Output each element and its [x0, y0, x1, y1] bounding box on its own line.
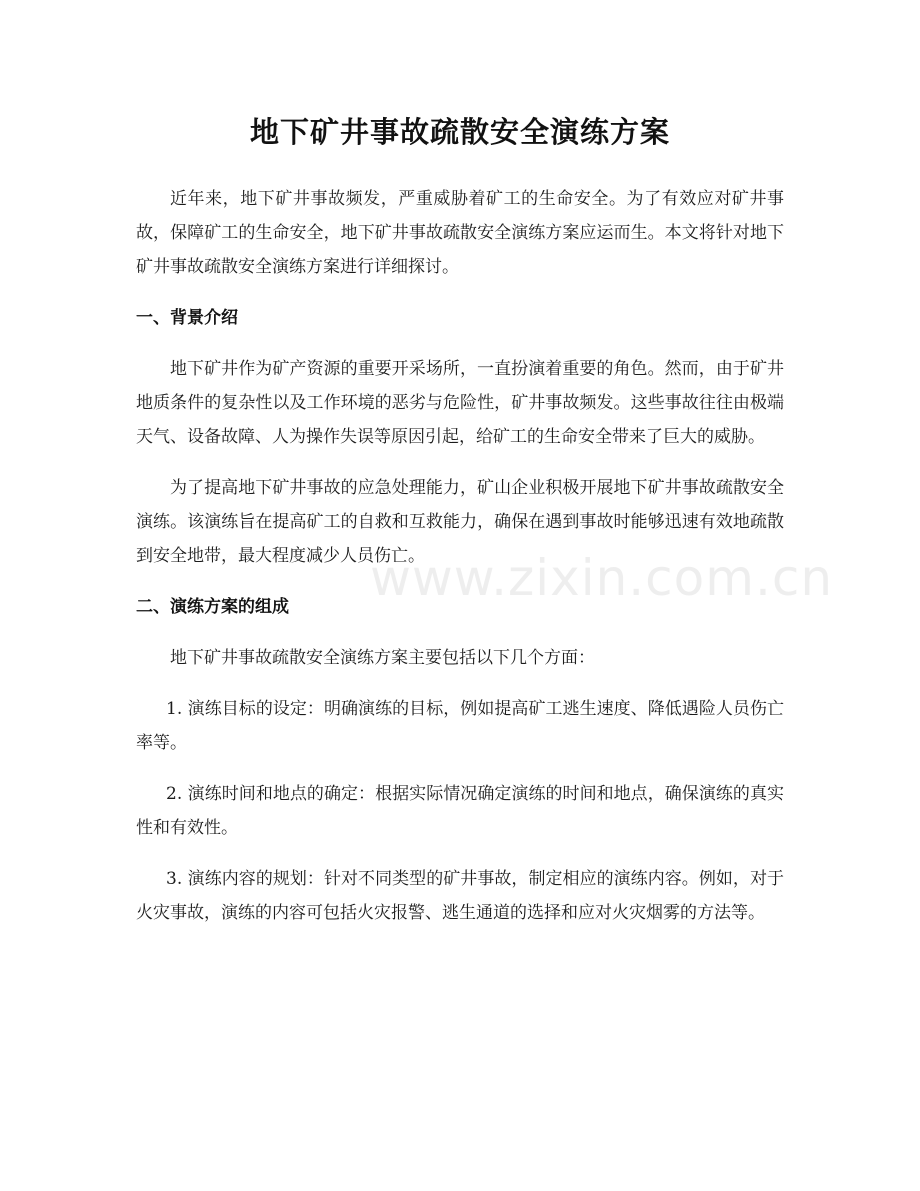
document-title: 地下矿井事故疏散安全演练方案 [249, 115, 670, 149]
composition-list-item-2: 2. 演练时间和地点的确定：根据实际情况确定演练的时间和地点，确保演练的真实性和有效性。 [136, 784, 784, 838]
document-body [136, 182, 784, 947]
background-paragraph-2: 为了提高地下矿井事故的应急处理能力，矿山企业积极开展地下矿井事故疏散安全演练。该演练旨在提高矿工的自救和互救能力，确保在遇到事故时能够迅速有效地疏散到安全地带，最大程度减少人员伤亡。 [136, 478, 784, 566]
intro-paragraph: 近年来，地下矿井事故频发，严重威胁着矿工的生命安全。为了有效应对矿井事故，保障矿工的生命安全，地下矿井事故疏散安全演练方案应运而生。本文将针对地下矿井事故疏散安全演练方案进行详细探讨。 [136, 189, 784, 277]
composition-lead-paragraph: 地下矿井事故疏散安全演练方案主要包括以下几个方面： [170, 648, 595, 668]
background-paragraph-1: 地下矿井作为矿产资源的重要开采场所，一直扮演着重要的角色。然而，由于矿井地质条件的复杂性以及工作环境的恶劣与危险性，矿井事故频发。这些事故往往由极端天气、设备故障、人为操作失误等原因引起，给矿工的生命安全带来了巨大的威胁。 [136, 359, 784, 447]
watermark: www.zixin.com.cn [370, 549, 834, 607]
section-heading-composition: 二、演练方案的组成 [136, 597, 289, 617]
section-heading-background: 一、背景介绍 [136, 308, 238, 328]
composition-list-item-3: 3. 演练内容的规划：针对不同类型的矿井事故，制定相应的演练内容。例如，对于火灾事故，演练的内容可包括火灾报警、逃生通道的选择和应对火灾烟雾的方法等。 [136, 869, 784, 923]
composition-list-item-1: 1. 演练目标的设定：明确演练的目标，例如提高矿工逃生速度、降低遇险人员伤亡率等。 [136, 699, 784, 753]
